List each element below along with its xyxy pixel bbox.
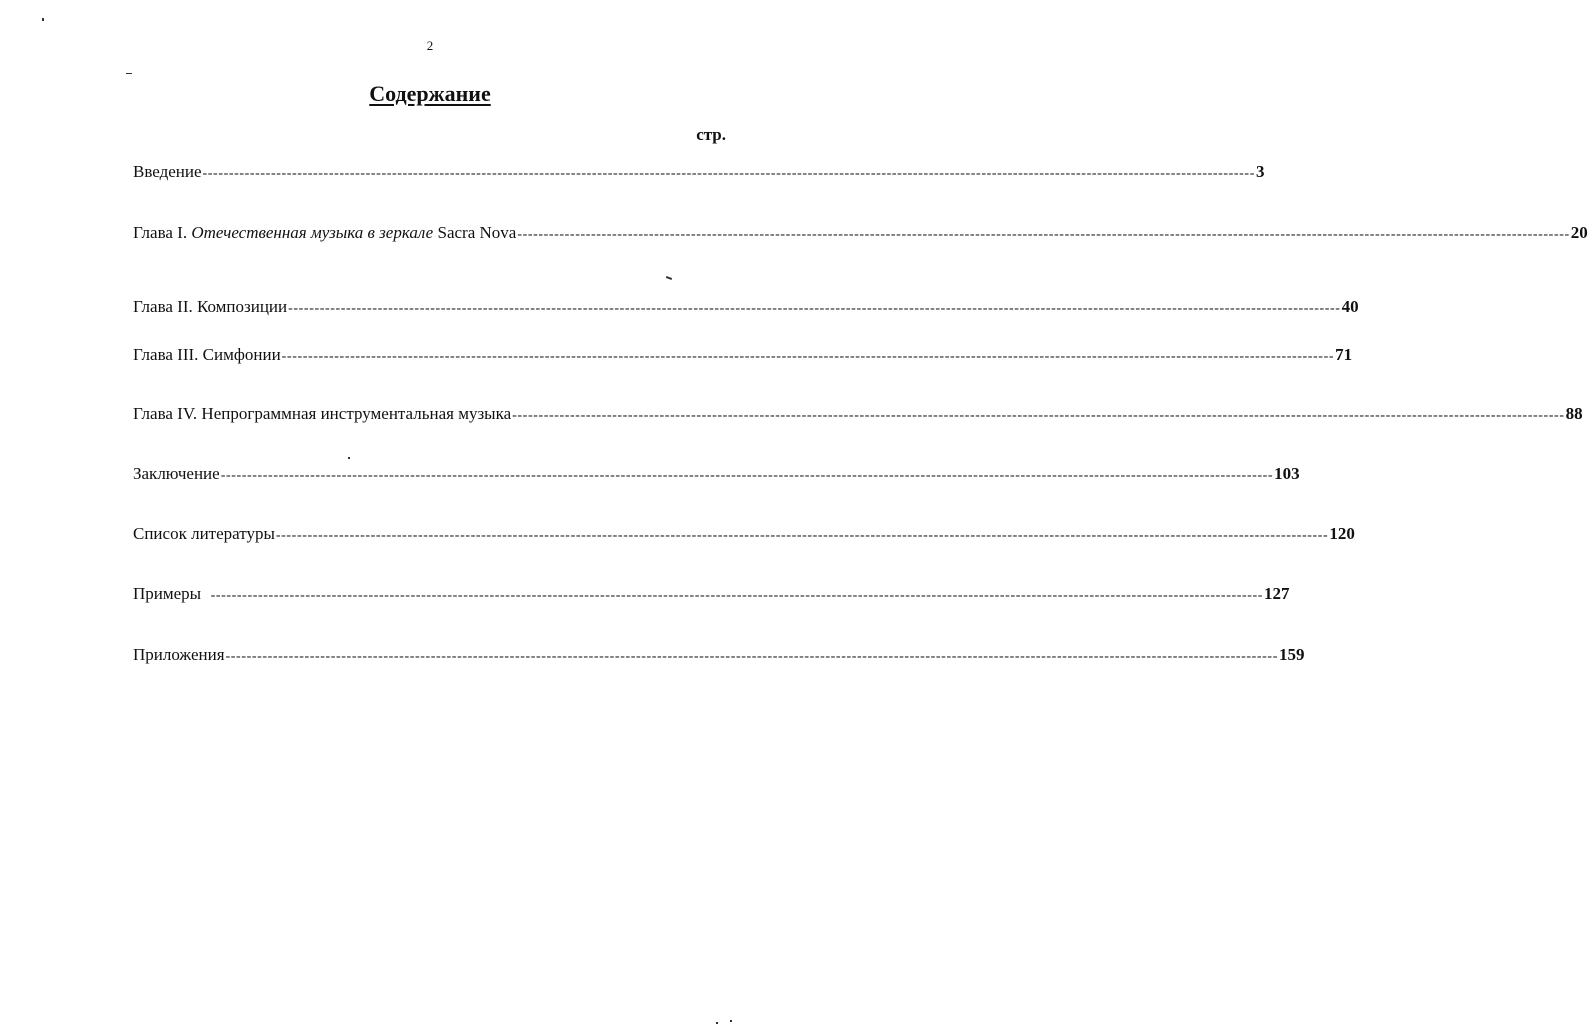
dotted-leader: -------------------------------------------------------------------------------------------------------------------------------------------------------------------------------------------------------- xyxy=(517,227,1570,242)
toc-entry-label: Глава III. Симфонии xyxy=(133,345,281,364)
scan-speck xyxy=(42,18,44,21)
dotted-leader: -------------------------------------------------------------------------------------------------------------------------------------------------------------------------------------------------------- xyxy=(275,528,1329,543)
toc-entry-appendices xyxy=(133,645,1305,667)
toc-entry-chapter-4 xyxy=(133,404,1583,426)
toc-entry-chapter-1 xyxy=(133,223,1588,245)
toc-entry-chapter-2 xyxy=(133,297,1359,319)
dotted-leader: -------------------------------------------------------------------------------------------------------------------------------------------------------------------------------------------------------- xyxy=(220,468,1274,483)
toc-entry-page: 88 xyxy=(1565,404,1583,423)
toc-entry-chapter-3 xyxy=(133,345,1353,367)
scan-speck xyxy=(730,1020,732,1022)
toc-entry-label: Список литературы xyxy=(133,524,275,543)
toc-entry-label: Приложения xyxy=(133,645,225,664)
toc-entry-page: 103 xyxy=(1274,464,1300,483)
toc-entry-label: Глава II. Композиции xyxy=(133,297,288,316)
dotted-leader: -------------------------------------------------------------------------------------------------------------------------------------------------------------------------------------------------------- xyxy=(225,649,1278,664)
dotted-leader: -------------------------------------------------------------------------------------------------------------------------------------------------------------------------------------------------------- xyxy=(202,166,1255,181)
toc-entry-page: 20 xyxy=(1570,223,1588,242)
dotted-leader: -------------------------------------------------------------------------------------------------------------------------------------------------------------------------------------------------------- xyxy=(210,588,1264,603)
scan-speck xyxy=(716,1022,718,1024)
toc-entry-page: 120 xyxy=(1329,524,1355,543)
pages-column-label: стр. xyxy=(696,125,726,144)
dotted-leader: -------------------------------------------------------------------------------------------------------------------------------------------------------------------------------------------------------- xyxy=(512,408,1565,423)
toc-entry-page: 71 xyxy=(1335,345,1353,364)
toc-entry-page: 127 xyxy=(1264,584,1290,603)
scan-speck xyxy=(348,457,350,459)
dotted-leader: -------------------------------------------------------------------------------------------------------------------------------------------------------------------------------------------------------- xyxy=(281,349,1335,364)
toc-entry-page: 3 xyxy=(1255,162,1265,181)
toc-entry-label: Примеры xyxy=(133,584,210,603)
toc-entry-label: Введение xyxy=(133,162,202,181)
toc-entry-examples xyxy=(133,584,1290,606)
toc-entry-label: Заключение xyxy=(133,464,220,483)
scan-speck xyxy=(126,73,132,74)
toc-entry-bibliography xyxy=(133,524,1355,546)
toc-entry-introduction xyxy=(133,162,1265,184)
toc-entry-label: Глава IV. Непрограммная инструментальная музыка xyxy=(133,404,512,423)
page-number: 2 xyxy=(426,38,434,53)
toc-entry-label: Глава I. Отечественная музыка в зеркале Sacra Nova xyxy=(133,223,517,242)
toc-entry-page: 159 xyxy=(1278,645,1305,664)
dotted-leader: -------------------------------------------------------------------------------------------------------------------------------------------------------------------------------------------------------- xyxy=(288,301,1341,316)
page-title: Содержание xyxy=(369,81,491,106)
scan-speck xyxy=(666,276,672,280)
toc-entry-conclusion xyxy=(133,464,1300,486)
toc-entry-page: 40 xyxy=(1341,297,1359,316)
